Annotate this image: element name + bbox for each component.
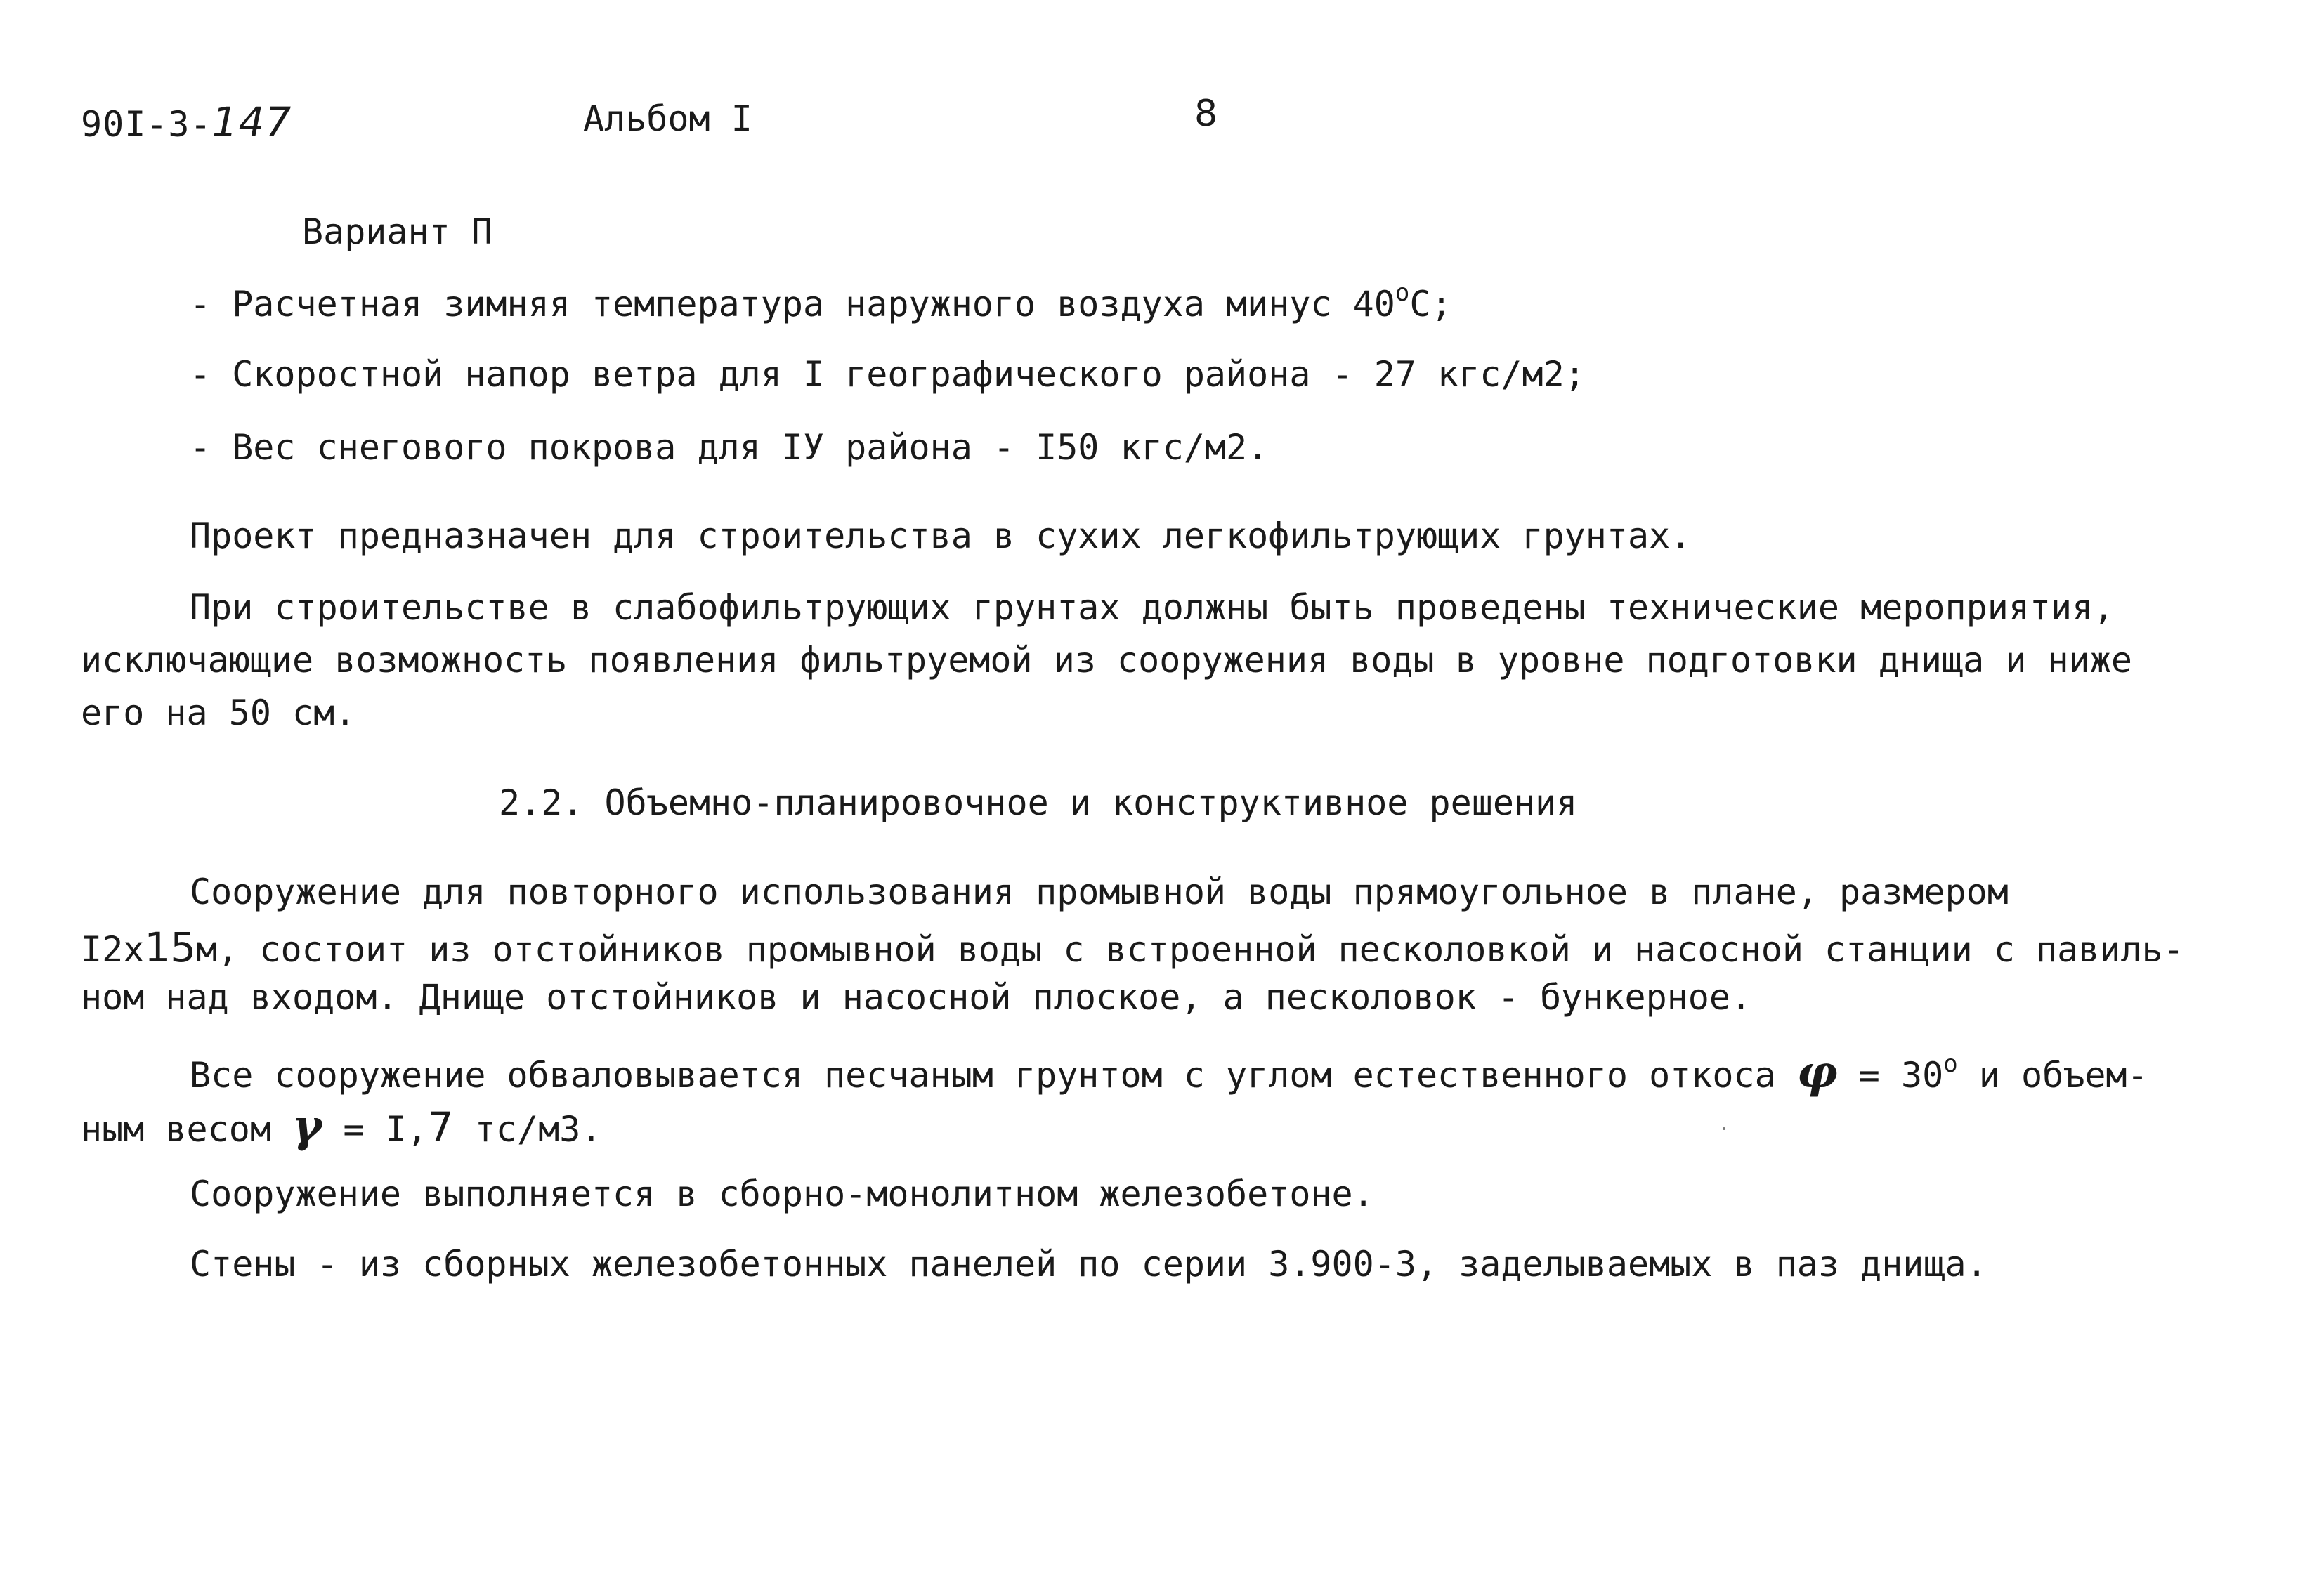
bullet-temperature-unit: С; (1409, 284, 1452, 324)
para-weak-soil-line-2: исключающие возможность появления фильтруемой из сооружения воды в уровне подготовки днища и ниже (81, 640, 2132, 681)
bullet-temperature-text: - Расчетная зимняя температура наружного воздуха минус 40 (190, 284, 1395, 324)
para-backfill-line-2-prefix: ным весом (81, 1109, 293, 1150)
para-structure-line-3: ном над входом. Днище отстойников и насосной плоское, а песколовок - бункерное. (81, 977, 1752, 1018)
bullet-wind: - Скоростной напор ветра для I географического района - 27 кгс/м2; (190, 354, 1586, 395)
para-backfill-line-2-suffix: тс/м3. (453, 1109, 602, 1150)
para-backfill-line-1-prefix: Все сооружение обваловывается песчаным грунтом с углом естественного откоса (190, 1055, 1797, 1096)
bullet-temperature (190, 281, 1452, 322)
para-structure-line-2 (81, 924, 2184, 971)
angle-degree-mark: o (1943, 1050, 1958, 1078)
para-backfill-line-1 (190, 1046, 2148, 1098)
phi-value: = 30 (1837, 1055, 1944, 1096)
para-structure-line-2-rest: м, состоит из отстойников промывной воды с встроенной песколовкой и насосной станции с павиль- (196, 929, 2184, 970)
dimension-prefix: I2x (81, 929, 145, 970)
degree-mark: o (1395, 279, 1410, 307)
variant-title: Вариант П (302, 211, 492, 252)
para-material: Сооружение выполняется в сборно-монолитном железобетоне. (190, 1174, 1374, 1214)
para-soil: Проект предназначен для строительства в сухих легкофильтрующих грунтах. (190, 516, 1692, 556)
phi-symbol: φ (1796, 1046, 1838, 1098)
para-structure-line-1: Сооружение для повторного использования промывной воды прямоугольное в плане, размером (190, 872, 2009, 912)
page-number: 8 (1194, 93, 1218, 135)
album-label: Альбом I (583, 98, 752, 139)
document-code (81, 98, 292, 146)
gamma-value: = I, (322, 1109, 428, 1150)
bullet-snow: - Вес снегового покрова для IУ района - I50 кгс/м2. (190, 427, 1269, 468)
section-title: 2.2. Объемно-планировочное и конструктивное решения (499, 782, 1578, 823)
para-weak-soil-line-3: его на 50 см. (81, 692, 356, 733)
page-header (0, 93, 2324, 155)
para-walls: Стены - из сборных железобетонных панелей по серии 3.900-3, заделываемых в паз днища. (190, 1244, 1987, 1285)
document-code-handwritten: 147 (211, 98, 292, 146)
gamma-symbol: γ (292, 1100, 322, 1153)
gamma-value-handwritten: 7 (427, 1103, 454, 1151)
dimension-handwritten: 15 (144, 924, 197, 971)
para-backfill-line-1-suffix: и объем- (1957, 1055, 2148, 1096)
scan-speck (1723, 1127, 1725, 1130)
para-backfill-line-2 (81, 1100, 602, 1153)
para-weak-soil-line-1: При строительстве в слабофильтрующих грунтах должны быть проведены технические мероприятия, (190, 587, 2115, 628)
document-code-prefix: 90I-3- (81, 104, 212, 145)
